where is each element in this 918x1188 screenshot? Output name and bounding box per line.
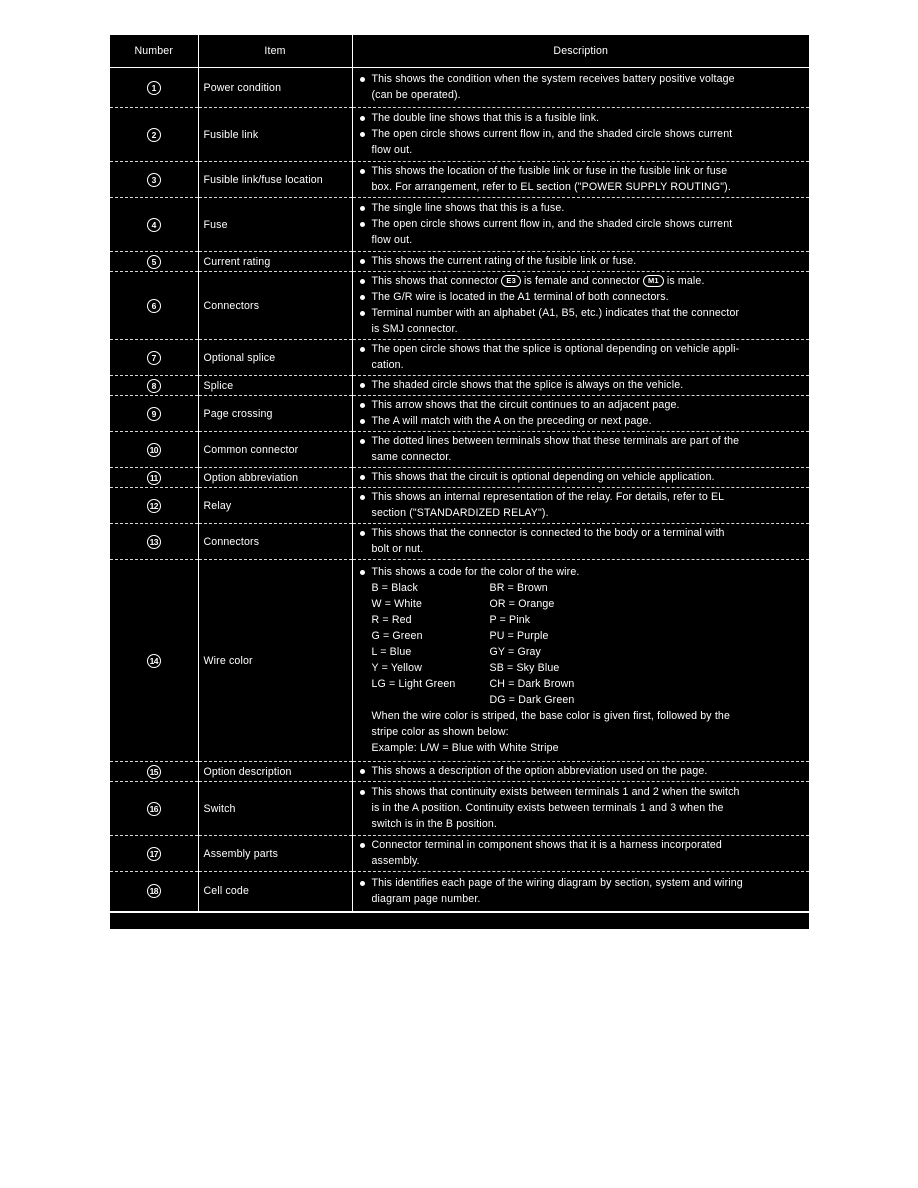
number-cell [110, 376, 198, 396]
item-name: Power condition [198, 68, 352, 108]
bullet-line: The open circle shows current flow in, and the shaded circle shows current [357, 216, 804, 232]
item-name: Assembly parts [198, 836, 352, 872]
header-item: Item [198, 35, 352, 68]
continuation-line: (can be operated). [371, 89, 461, 101]
description-cell [352, 340, 809, 376]
number-cell [110, 198, 198, 252]
text-segment: is female and connector [520, 275, 644, 287]
continuation-line: cation. [371, 359, 404, 371]
bullet-line: This shows the condition when the system receives battery positive voltage [357, 71, 804, 87]
color-code: B = Black [371, 582, 418, 594]
legend-row [110, 488, 809, 524]
description-cell [352, 376, 809, 396]
number-cell [110, 272, 198, 340]
circled-number: 11 [147, 471, 161, 485]
item-name: Fuse [198, 198, 352, 252]
number-cell [110, 560, 198, 762]
circled-number: 2 [147, 128, 161, 142]
bullet-line: This shows an internal representation of the relay. For details, refer to EL [357, 489, 804, 505]
description-cell [352, 396, 809, 432]
circled-number: 6 [147, 299, 161, 313]
bullet-line: This shows that continuity exists between terminals 1 and 2 when the switch [357, 784, 804, 800]
legend-row [110, 198, 809, 252]
bullet-line: This shows the current rating of the fusible link or fuse. [357, 253, 804, 269]
item-name: Relay [198, 488, 352, 524]
bullet-line: The A will match with the A on the preceding or next page. [357, 413, 804, 429]
continuation-line: box. For arrangement, refer to EL section ("POWER SUPPLY ROUTING"). [371, 181, 731, 193]
description-cell [352, 252, 809, 272]
bullet-line: Terminal number with an alphabet (A1, B5, etc.) indicates that the connector [357, 305, 804, 321]
color-code: LG = Light Green [371, 678, 456, 690]
description-cell [352, 524, 809, 560]
description-cell [352, 872, 809, 912]
continuation-line: When the wire color is striped, the base color is given first, followed by the [371, 710, 731, 722]
bullet-line [357, 273, 804, 289]
continuation-line: same connector. [371, 451, 452, 463]
color-code: G = Green [371, 630, 423, 642]
number-cell [110, 396, 198, 432]
color-code: P = Pink [489, 614, 531, 626]
bullet-line: This shows a description of the option abbreviation used on the page. [357, 763, 804, 779]
circled-number: 18 [147, 884, 161, 898]
item-name: Cell code [198, 872, 352, 912]
legend-row [110, 162, 809, 198]
connector-symbol-female: E3 [501, 275, 520, 287]
circled-number: 10 [147, 443, 161, 457]
wiring-legend-table [110, 35, 809, 913]
circled-number: 9 [147, 407, 161, 421]
color-code: L = Blue [371, 646, 412, 658]
continuation-line: bolt or nut. [371, 543, 424, 555]
item-name: Optional splice [198, 340, 352, 376]
item-name: Connectors [198, 272, 352, 340]
legend-row [110, 836, 809, 872]
bullet-line: This identifies each page of the wiring diagram by section, system and wiring [357, 875, 804, 891]
legend-rows [110, 68, 809, 912]
color-code: PU = Purple [489, 630, 549, 642]
color-code: SB = Sky Blue [489, 662, 560, 674]
continuation-line: assembly. [371, 855, 420, 867]
legend-row [110, 272, 809, 340]
description-cell [352, 836, 809, 872]
continuation-line: switch is in the B position. [371, 818, 497, 830]
bullet-line: This shows a code for the color of the wire. [357, 564, 804, 580]
circled-number: 7 [147, 351, 161, 365]
bullet-line: The G/R wire is located in the A1 terminal of both connectors. [357, 289, 804, 305]
number-cell [110, 108, 198, 162]
item-name: Current rating [198, 252, 352, 272]
description-cell [352, 162, 809, 198]
color-code: Y = Yellow [371, 662, 422, 674]
color-code: DG = Dark Green [489, 694, 575, 706]
item-name: Option abbreviation [198, 468, 352, 488]
description-cell [352, 272, 809, 340]
number-cell [110, 488, 198, 524]
bullet-line: The shaded circle shows that the splice is always on the vehicle. [357, 377, 804, 393]
circled-number: 15 [147, 765, 161, 779]
color-code: BR = Brown [489, 582, 548, 594]
color-code: GY = Gray [489, 646, 541, 658]
number-cell [110, 68, 198, 108]
legend-row [110, 560, 809, 762]
continuation-line: Example: L/W = Blue with White Stripe [371, 742, 559, 754]
item-name: Page crossing [198, 396, 352, 432]
bullet-line: The open circle shows that the splice is optional depending on vehicle appli- [357, 341, 804, 357]
item-name: Connectors [198, 524, 352, 560]
legend-row [110, 340, 809, 376]
number-cell [110, 340, 198, 376]
color-code-grid [357, 580, 804, 708]
number-cell [110, 782, 198, 836]
number-cell [110, 872, 198, 912]
description-cell [352, 468, 809, 488]
circled-number: 16 [147, 802, 161, 816]
continuation-line: stripe color as shown below: [371, 726, 509, 738]
bullet-line: The open circle shows current flow in, and the shaded circle shows current [357, 126, 804, 142]
bullet-line: The single line shows that this is a fuse. [357, 200, 804, 216]
legend-row [110, 68, 809, 108]
legend-row [110, 762, 809, 782]
number-cell [110, 162, 198, 198]
description-cell [352, 68, 809, 108]
item-name: Wire color [198, 560, 352, 762]
circled-number: 12 [147, 499, 161, 513]
description-cell [352, 762, 809, 782]
bullet-line: Connector terminal in component shows that it is a harness incorporated [357, 837, 804, 853]
color-code [372, 692, 490, 708]
circled-number: 14 [147, 654, 161, 668]
description-cell [352, 198, 809, 252]
number-cell [110, 836, 198, 872]
item-name: Switch [198, 782, 352, 836]
wiring-legend-sheet [110, 35, 809, 929]
color-code: OR = Orange [489, 598, 555, 610]
legend-row [110, 432, 809, 468]
continuation-line: diagram page number. [371, 892, 481, 905]
bullet-line: This shows the location of the fusible link or fuse in the fusible link or fuse [357, 163, 804, 179]
item-name: Fusible link [198, 108, 352, 162]
color-code: CH = Dark Brown [489, 678, 575, 690]
text-segment: This shows that connector [371, 275, 502, 287]
header-number: Number [110, 35, 198, 68]
circled-number: 5 [147, 255, 161, 269]
description-cell [352, 560, 809, 762]
number-cell [110, 432, 198, 468]
legend-row [110, 108, 809, 162]
item-name: Option description [198, 762, 352, 782]
legend-row [110, 252, 809, 272]
bullet-line: The double line shows that this is a fusible link. [357, 110, 804, 126]
legend-row [110, 376, 809, 396]
description-cell [352, 782, 809, 836]
bullet-line: This shows that the circuit is optional depending on vehicle application. [357, 469, 804, 485]
description-cell [352, 108, 809, 162]
circled-number: 17 [147, 847, 161, 861]
number-cell [110, 762, 198, 782]
continuation-line: section ("STANDARDIZED RELAY"). [371, 507, 549, 519]
legend-row [110, 872, 809, 912]
connector-symbol-male: M1 [643, 275, 664, 287]
legend-row [110, 468, 809, 488]
continuation-line: flow out. [371, 144, 413, 156]
legend-row [110, 782, 809, 836]
legend-row [110, 524, 809, 560]
text-segment: is male. [663, 275, 705, 287]
header-row [110, 35, 809, 68]
number-cell [110, 468, 198, 488]
header-description: Description [352, 35, 809, 68]
circled-number: 8 [147, 379, 161, 393]
description-cell [352, 432, 809, 468]
circled-number: 3 [147, 173, 161, 187]
item-name: Fusible link/fuse location [198, 162, 352, 198]
circled-number: 1 [147, 81, 161, 95]
number-cell [110, 252, 198, 272]
continuation-line: is SMJ connector. [371, 323, 458, 335]
item-name: Common connector [198, 432, 352, 468]
bullet-line: This arrow shows that the circuit continues to an adjacent page. [357, 397, 804, 413]
bullet-line: This shows that the connector is connected to the body or a terminal with [357, 525, 804, 541]
legend-row [110, 396, 809, 432]
color-code: W = White [371, 598, 423, 610]
circled-number: 13 [147, 535, 161, 549]
circled-number: 4 [147, 218, 161, 232]
continuation-line: is in the A position. Continuity exists between terminals 1 and 3 when the [371, 802, 724, 814]
number-cell [110, 524, 198, 560]
bullet-line: The dotted lines between terminals show that these terminals are part of the [357, 433, 804, 449]
description-cell [352, 488, 809, 524]
item-name: Splice [198, 376, 352, 396]
continuation-line: flow out. [371, 234, 413, 246]
color-code: R = Red [371, 614, 412, 626]
